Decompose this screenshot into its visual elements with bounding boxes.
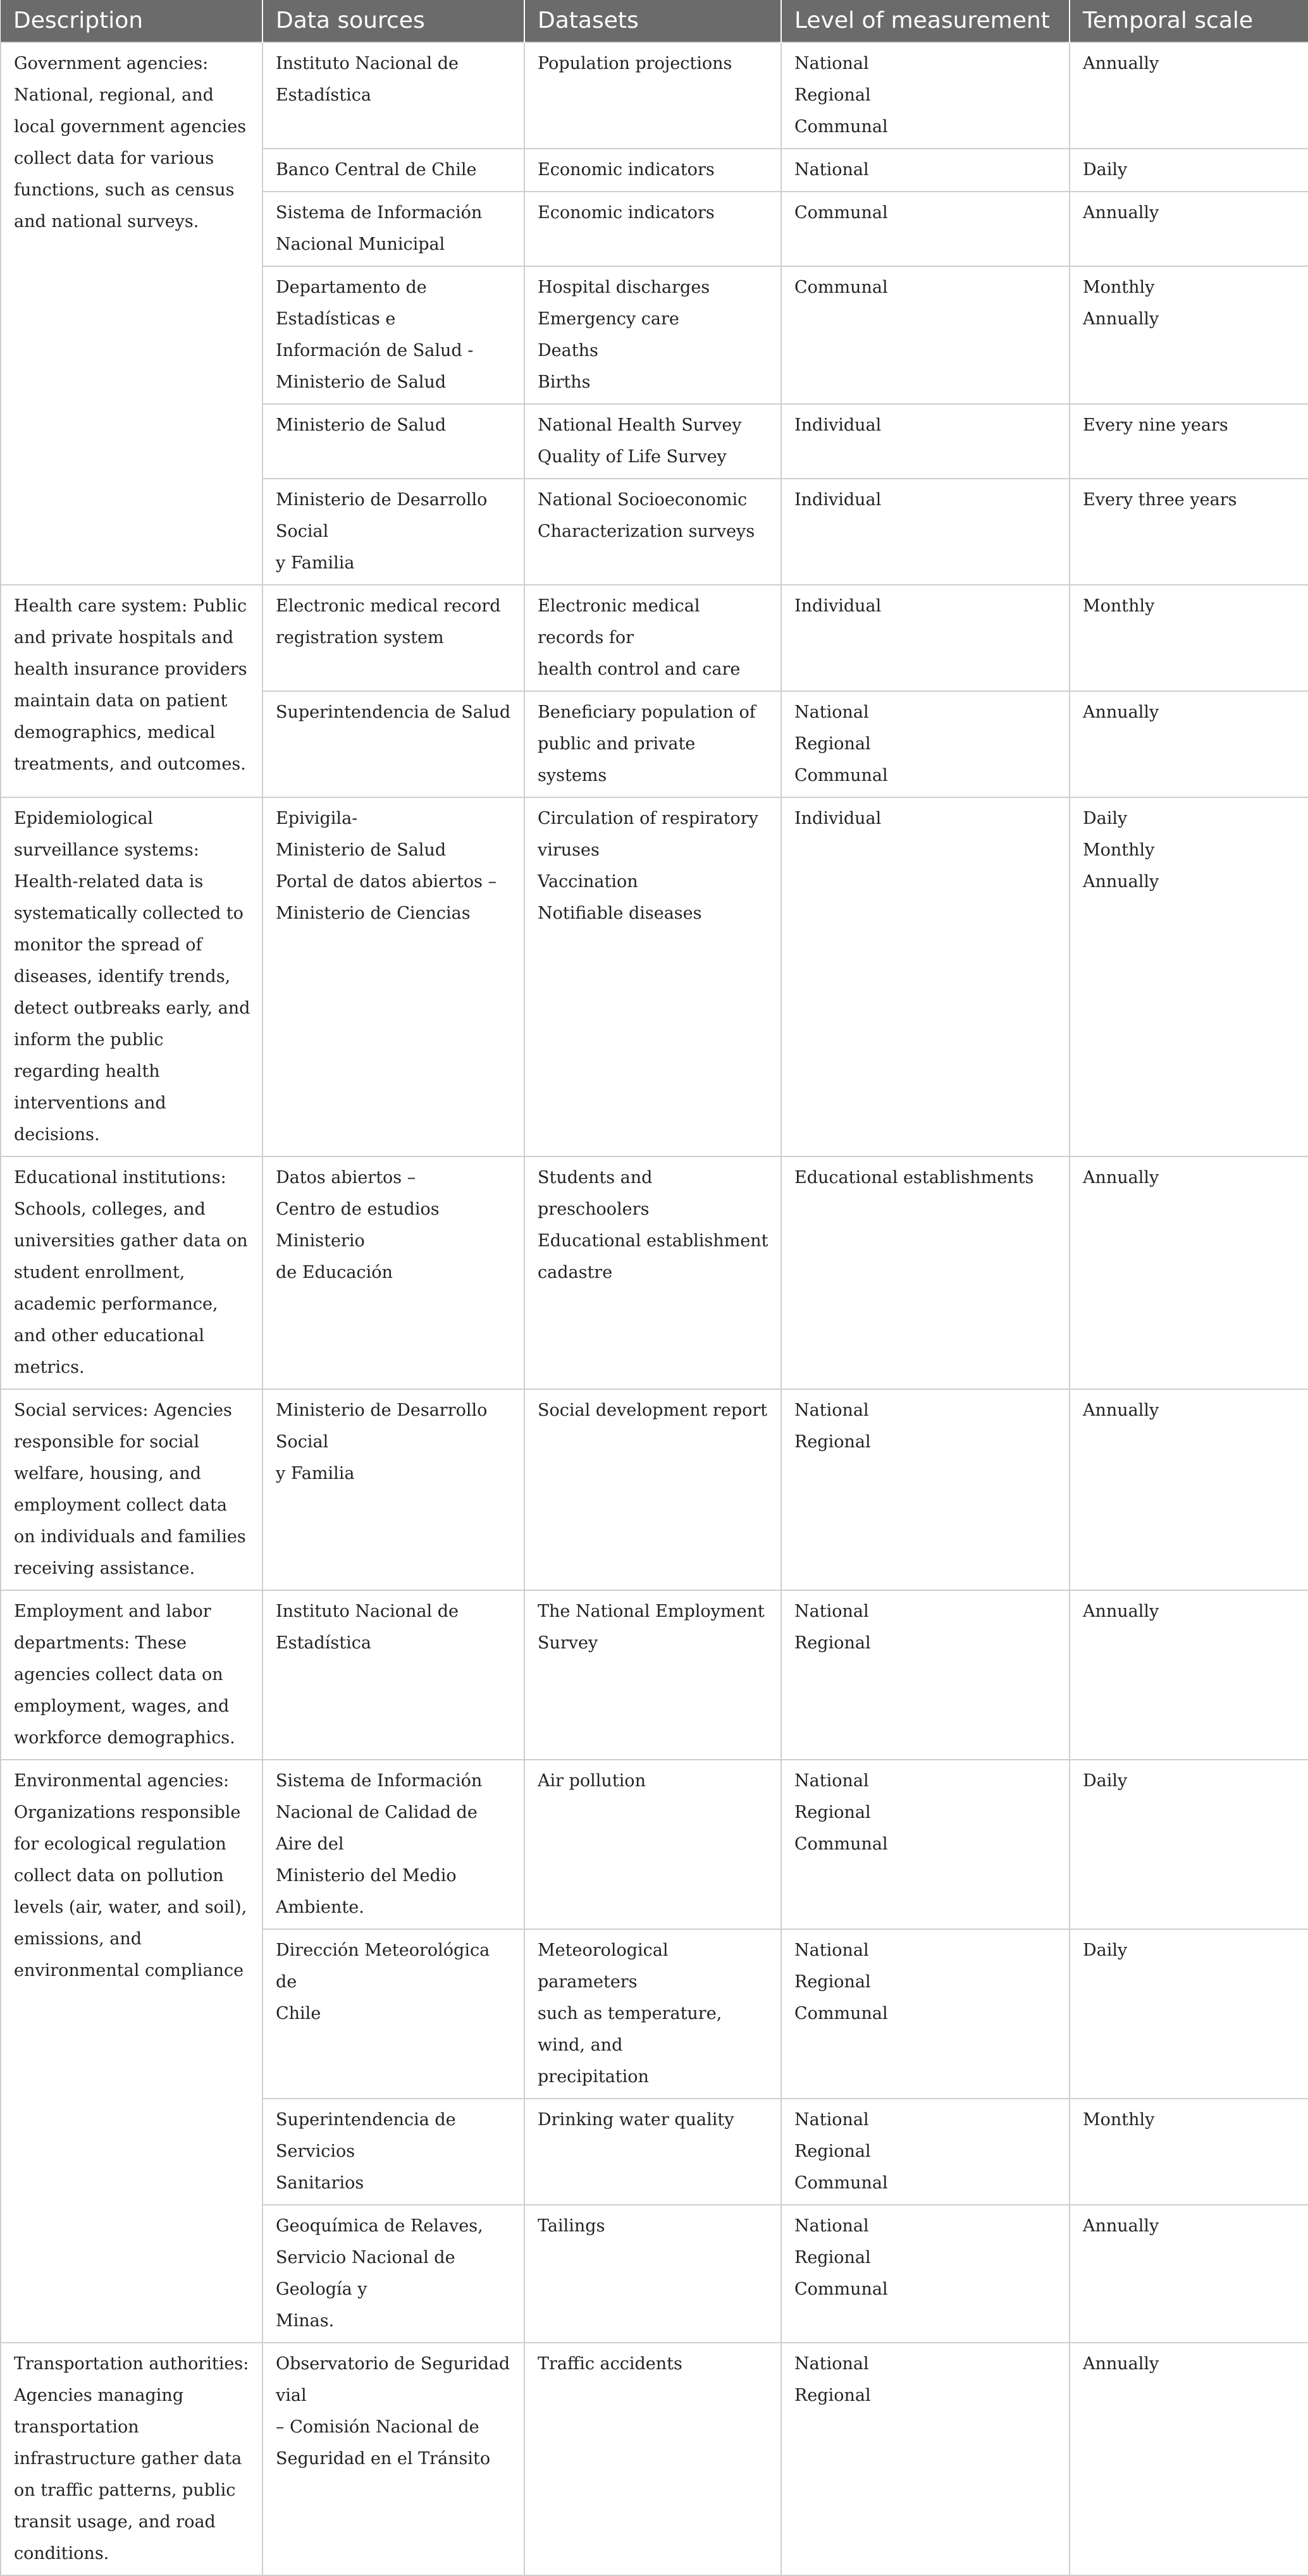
description-cell: Epidemiological surveillance systems: Health-related data is systematically collected to monitor the spread of diseases, identify trends, detect outbreaks early, and inform the public regarding health interventions and decisions. <box>1 797 262 1156</box>
temporal-scale-cell <box>1070 1590 1308 1760</box>
cell-line: Economic indicators <box>538 160 715 180</box>
cell-line: y Familia <box>276 1464 355 1483</box>
cell-line: Estadística <box>276 85 371 105</box>
cell-line: Every three years <box>1083 490 1237 510</box>
cell-line: Sistema de Información <box>276 1771 483 1791</box>
level-of-measurement-cell <box>781 585 1070 691</box>
temporal-scale-cell <box>1070 266 1308 404</box>
table-row <box>1 797 1308 1156</box>
description-cell: Employment and labor departments: These agencies collect data on employment, wages, and workforce demographics. <box>1 1590 262 1760</box>
dataset-cell <box>524 797 781 1156</box>
cell-line: Every nine years <box>1083 415 1228 435</box>
level-of-measurement-cell <box>781 404 1070 479</box>
cell-line: Beneficiary population of <box>538 702 756 722</box>
cell-line: registration system <box>276 628 444 647</box>
data-source-cell <box>262 2099 524 2205</box>
cell-line: National <box>794 2354 869 2374</box>
cell-line: National <box>794 702 869 722</box>
cell-line: Social development report <box>538 1401 768 1420</box>
dataset-cell <box>524 1929 781 2099</box>
cell-line: Deaths <box>538 341 598 360</box>
temporal-scale-cell <box>1070 2205 1308 2343</box>
level-of-measurement-cell <box>781 149 1070 192</box>
cell-line: Departamento de Estadísticas e <box>276 278 427 329</box>
level-of-measurement-cell <box>781 192 1070 266</box>
temporal-scale-cell <box>1070 149 1308 192</box>
cell-line: Minas. <box>276 2311 335 2331</box>
level-of-measurement-cell <box>781 479 1070 585</box>
cell-line: Sanitarios <box>276 2173 364 2193</box>
temporal-scale-cell <box>1070 1156 1308 1389</box>
description-cell: Educational institutions: Schools, colleges, and universities gather data on student enrollment, academic performance, and other educational metrics. <box>1 1156 262 1389</box>
cell-line: Annually <box>1083 1602 1159 1621</box>
level-of-measurement-cell <box>781 1929 1070 2099</box>
cell-line: Regional <box>794 1432 871 1452</box>
dataset-cell <box>524 149 781 192</box>
data-source-cell <box>262 1929 524 2099</box>
cell-line: Air pollution <box>538 1771 646 1791</box>
cell-line: Educational establishments <box>794 1168 1034 1187</box>
cell-line: Communal <box>794 766 888 785</box>
cell-line: Centro de estudios Ministerio <box>276 1199 440 1251</box>
dataset-cell <box>524 192 781 266</box>
cell-line: Population projections <box>538 54 732 73</box>
cell-line: Communal <box>794 2173 888 2193</box>
cell-line: Monthly <box>1083 2110 1155 2130</box>
cell-line: de Educación <box>276 1263 393 1282</box>
cell-line: Regional <box>794 2386 871 2405</box>
cell-line: Annually <box>1083 872 1159 892</box>
cell-line: Communal <box>794 203 888 223</box>
cell-line: National <box>794 2216 869 2236</box>
cell-line: Annually <box>1083 2216 1159 2236</box>
cell-line: Dirección Meteorológica de <box>276 1941 490 1992</box>
temporal-scale-cell <box>1070 2343 1308 2575</box>
dataset-cell <box>524 42 781 149</box>
cell-line: National <box>794 54 869 73</box>
dataset-cell <box>524 585 781 691</box>
temporal-scale-cell <box>1070 797 1308 1156</box>
cell-line: Hospital discharges <box>538 278 710 297</box>
table-row <box>1 1590 1308 1760</box>
cell-line: National Health Survey <box>538 415 742 435</box>
cell-line: Superintendencia de Salud <box>276 702 511 722</box>
description-cell: Social services: Agencies responsible for social welfare, housing, and employment collect data on individuals and families receiving assistance. <box>1 1389 262 1590</box>
cell-line: health control and care <box>538 659 741 679</box>
cell-line: Nacional de Calidad de Aire del <box>276 1803 478 1854</box>
cell-line: Regional <box>794 1633 871 1653</box>
level-of-measurement-cell <box>781 2343 1070 2575</box>
cell-line: Communal <box>794 2279 888 2299</box>
description-cell: Health care system: Public and private hospitals and health insurance providers maintain data on patient demographics, medical treatments, and outcomes. <box>1 585 262 797</box>
level-of-measurement-cell <box>781 691 1070 797</box>
cell-line: Sistema de Información <box>276 203 483 223</box>
cell-line: Communal <box>794 1834 888 1854</box>
cell-line: National <box>794 2110 869 2130</box>
temporal-scale-cell <box>1070 192 1308 266</box>
cell-line: Ministerio de Desarrollo Social <box>276 490 488 541</box>
cell-line: Annually <box>1083 203 1159 223</box>
cell-line: Electronic medical record <box>276 596 501 616</box>
cell-line: Monthly <box>1083 840 1155 860</box>
cell-line: Ministerio de Salud <box>276 415 447 435</box>
dataset-cell <box>524 2099 781 2205</box>
dataset-cell <box>524 1590 781 1760</box>
cell-line: Annually <box>1083 1168 1159 1187</box>
data-source-cell <box>262 42 524 149</box>
data-source-cell <box>262 1156 524 1389</box>
table-row <box>1 585 1308 691</box>
temporal-scale-cell <box>1070 585 1308 691</box>
cell-line: Annually <box>1083 309 1159 329</box>
cell-line: Seguridad en el Tránsito <box>276 2449 491 2469</box>
level-of-measurement-cell <box>781 797 1070 1156</box>
data-source-cell <box>262 479 524 585</box>
temporal-scale-cell <box>1070 479 1308 585</box>
cell-line: y Familia <box>276 553 355 573</box>
table-row <box>1 42 1308 149</box>
cell-line: Educational establishment <box>538 1231 768 1251</box>
data-source-cell <box>262 266 524 404</box>
cell-line: Survey <box>538 1633 598 1653</box>
dataset-cell <box>524 1156 781 1389</box>
column-header-description: Description <box>1 0 262 42</box>
cell-line: Regional <box>794 734 871 754</box>
cell-line: Ministerio de Ciencias <box>276 904 471 923</box>
cell-line: Portal de datos abiertos – <box>276 872 497 892</box>
level-of-measurement-cell <box>781 42 1070 149</box>
data-source-cell <box>262 2205 524 2343</box>
dataset-cell <box>524 691 781 797</box>
data-source-cell <box>262 585 524 691</box>
column-header-data-sources: Data sources <box>262 0 524 42</box>
cell-line: Individual <box>794 490 882 510</box>
cell-line: National <box>794 1401 869 1420</box>
cell-line: – Comisión Nacional de <box>276 2417 479 2437</box>
table-row <box>1 1156 1308 1389</box>
cell-line: Births <box>538 372 591 392</box>
table-row <box>1 1389 1308 1590</box>
dataset-cell <box>524 404 781 479</box>
data-source-cell <box>262 1590 524 1760</box>
cell-line: National <box>794 1602 869 1621</box>
cell-line: Meteorological parameters <box>538 1941 669 1992</box>
cell-line: Banco Central de Chile <box>276 160 477 180</box>
temporal-scale-cell <box>1070 1929 1308 2099</box>
cell-line: Superintendencia de Servicios <box>276 2110 456 2161</box>
level-of-measurement-cell <box>781 1590 1070 1760</box>
cell-line: Notifiable diseases <box>538 904 702 923</box>
data-source-cell <box>262 1760 524 1929</box>
cell-line: Traffic accidents <box>538 2354 682 2374</box>
cell-line: Communal <box>794 278 888 297</box>
cell-line: Regional <box>794 1972 871 1992</box>
level-of-measurement-cell <box>781 1760 1070 1929</box>
cell-line: Daily <box>1083 1771 1128 1791</box>
temporal-scale-cell <box>1070 691 1308 797</box>
temporal-scale-cell <box>1070 1760 1308 1929</box>
cell-line: Individual <box>794 596 882 616</box>
data-source-cell <box>262 404 524 479</box>
dataset-cell <box>524 1760 781 1929</box>
data-source-cell <box>262 2343 524 2575</box>
temporal-scale-cell <box>1070 1389 1308 1590</box>
header-row <box>1 0 1308 42</box>
cell-line: Drinking water quality <box>538 2110 734 2130</box>
cell-line: Información de Salud - <box>276 341 474 360</box>
cell-line: Emergency care <box>538 309 679 329</box>
cell-line: Ministerio de Salud <box>276 372 447 392</box>
description-cell: Environmental agencies: Organizations responsible for ecological regulation collect data on pollution levels (air, water, and soil), emissions, and environmental compliance <box>1 1760 262 2343</box>
cell-line: Daily <box>1083 1941 1128 1960</box>
table-row <box>1 2343 1308 2575</box>
cell-line: Ministerio de Salud <box>276 840 447 860</box>
cell-line: precipitation <box>538 2067 649 2087</box>
cell-line: Geoquímica de Relaves, <box>276 2216 483 2236</box>
cell-line: public and private systems <box>538 734 696 785</box>
cell-line: Annually <box>1083 54 1159 73</box>
cell-line: National <box>794 160 869 180</box>
cell-line: National <box>794 1771 869 1791</box>
cell-line: Electronic medical records for <box>538 596 700 647</box>
cell-line: Instituto Nacional de <box>276 1602 459 1621</box>
cell-line: Epivigila- <box>276 809 358 828</box>
column-header-temporal-scale: Temporal scale <box>1070 0 1308 42</box>
cell-line: Annually <box>1083 2354 1159 2374</box>
cell-line: Vaccination <box>538 872 638 892</box>
dataset-cell <box>524 266 781 404</box>
cell-line: Instituto Nacional de <box>276 54 459 73</box>
table-row <box>1 1760 1308 1929</box>
cell-line: Students and preschoolers <box>538 1168 653 1219</box>
cell-line: Datos abiertos – <box>276 1168 416 1187</box>
data-source-cell <box>262 691 524 797</box>
dataset-cell <box>524 2343 781 2575</box>
column-header-datasets: Datasets <box>524 0 781 42</box>
cell-line: Annually <box>1083 1401 1159 1420</box>
cell-line: Daily <box>1083 809 1128 828</box>
cell-line: The National Employment <box>538 1602 765 1621</box>
cell-line: Regional <box>794 2142 871 2161</box>
cell-line: viruses <box>538 840 600 860</box>
data-source-cell <box>262 1389 524 1590</box>
cell-line: Quality of Life Survey <box>538 447 727 467</box>
cell-line: Communal <box>794 117 888 137</box>
dataset-cell <box>524 1389 781 1590</box>
cell-line: Chile <box>276 2004 321 2023</box>
table-body <box>1 42 1308 2575</box>
cell-line: Regional <box>794 85 871 105</box>
cell-line: Circulation of respiratory <box>538 809 758 828</box>
description-cell: Transportation authorities: Agencies managing transportation infrastructure gather data on traffic patterns, public transit usage, and road conditions. <box>1 2343 262 2575</box>
dataset-cell <box>524 2205 781 2343</box>
cell-line: Observatorio de Seguridad vial <box>276 2354 510 2405</box>
cell-line: Characterization surveys <box>538 522 755 541</box>
table-header <box>1 0 1308 42</box>
level-of-measurement-cell <box>781 1156 1070 1389</box>
cell-line: Individual <box>794 415 882 435</box>
data-source-cell <box>262 192 524 266</box>
cell-line: Ministerio de Desarrollo Social <box>276 1401 488 1452</box>
cell-line: Tailings <box>538 2216 605 2236</box>
cell-line: such as temperature, wind, and <box>538 2004 722 2055</box>
data-source-cell <box>262 149 524 192</box>
cell-line: Individual <box>794 809 882 828</box>
cell-line: Daily <box>1083 160 1128 180</box>
cell-line: National <box>794 1941 869 1960</box>
cell-line: Estadística <box>276 1633 371 1653</box>
level-of-measurement-cell <box>781 2205 1070 2343</box>
description-cell: Government agencies: National, regional, and local government agencies collect data for various functions, such as census and national surveys. <box>1 42 262 585</box>
temporal-scale-cell <box>1070 42 1308 149</box>
cell-line: Ministerio del Medio Ambiente. <box>276 1866 457 1917</box>
cell-line: Regional <box>794 1803 871 1822</box>
data-source-cell <box>262 797 524 1156</box>
column-header-level-of-measurement: Level of measurement <box>781 0 1070 42</box>
cell-line: Monthly <box>1083 596 1155 616</box>
temporal-scale-cell <box>1070 404 1308 479</box>
cell-line: Regional <box>794 2248 871 2267</box>
cell-line: National Socioeconomic <box>538 490 748 510</box>
cell-line: Communal <box>794 2004 888 2023</box>
cell-line: Nacional Municipal <box>276 235 445 254</box>
cell-line: Servicio Nacional de Geología y <box>276 2248 455 2299</box>
dataset-cell <box>524 479 781 585</box>
cell-line: Monthly <box>1083 278 1155 297</box>
level-of-measurement-cell <box>781 266 1070 404</box>
level-of-measurement-cell <box>781 2099 1070 2205</box>
cell-line: Annually <box>1083 702 1159 722</box>
level-of-measurement-cell <box>781 1389 1070 1590</box>
cell-line: Economic indicators <box>538 203 715 223</box>
cell-line: cadastre <box>538 1263 613 1282</box>
temporal-scale-cell <box>1070 2099 1308 2205</box>
